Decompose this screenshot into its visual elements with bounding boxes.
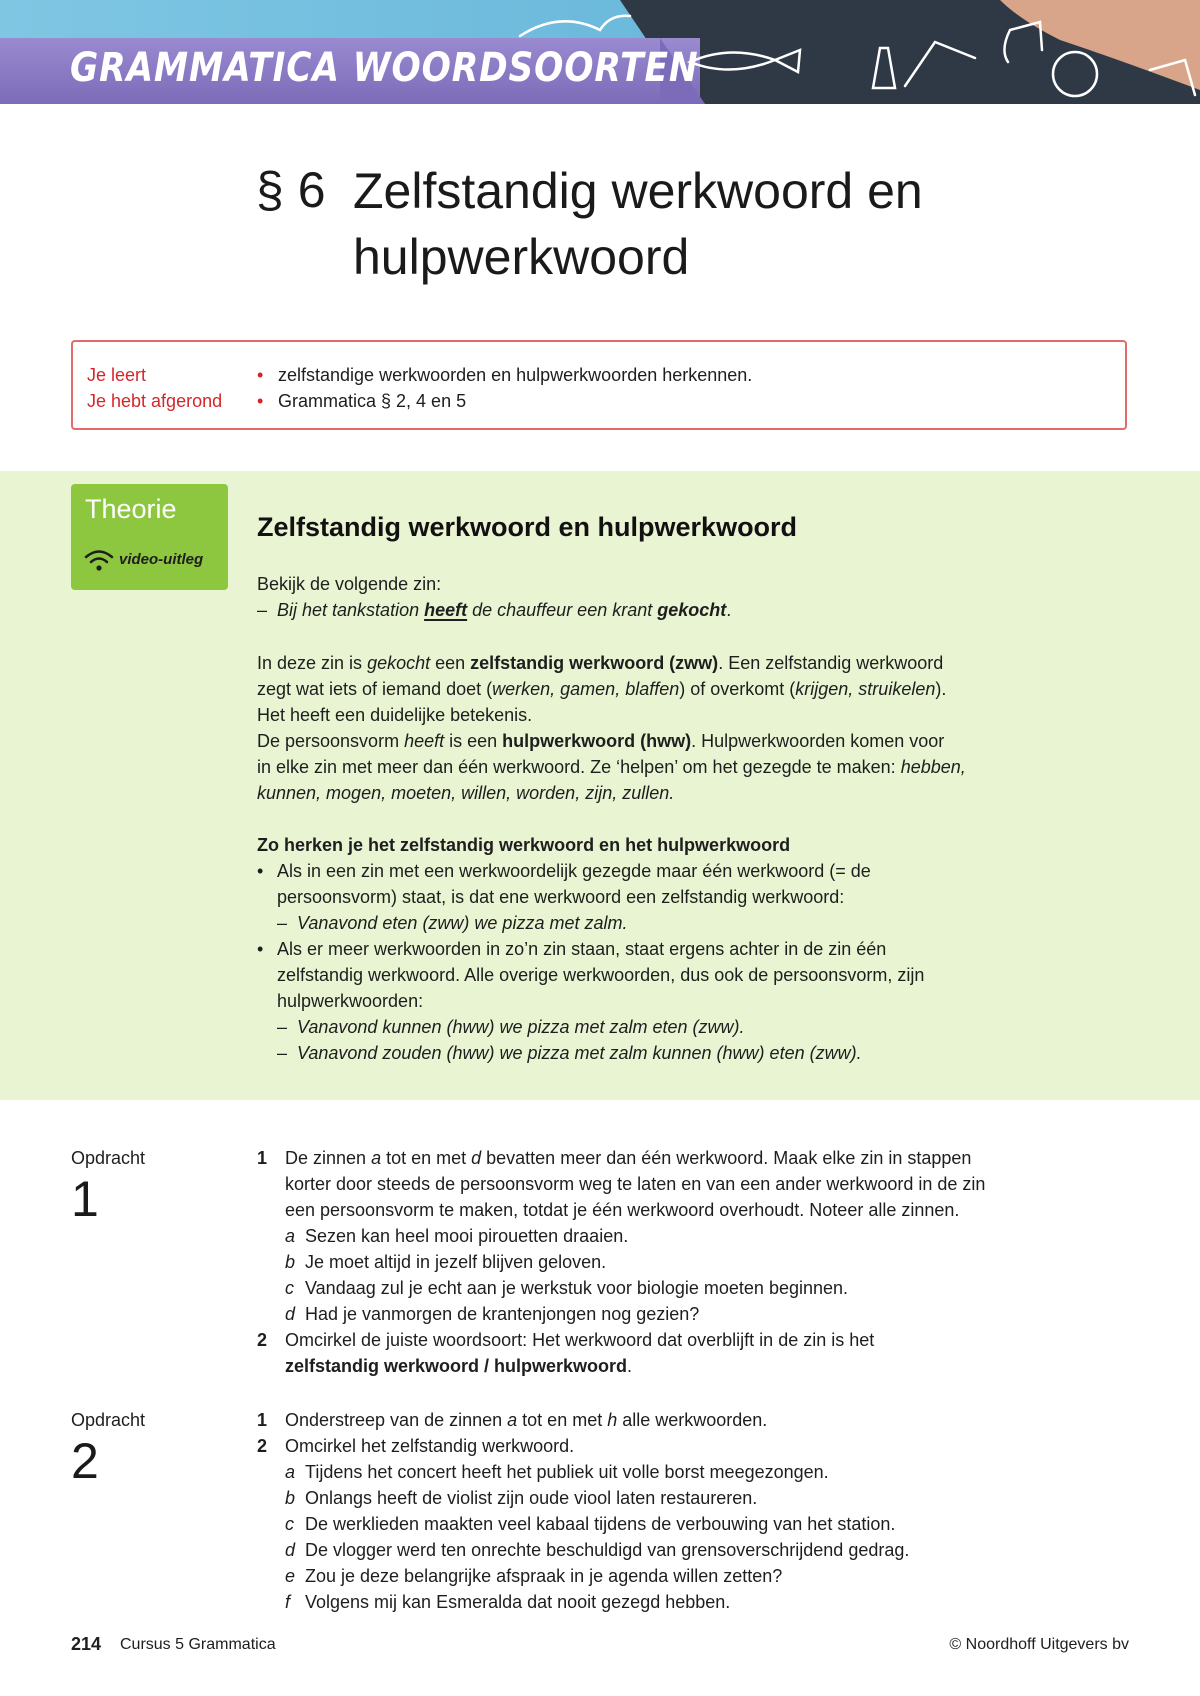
text-part: De zinnen bbox=[285, 1148, 372, 1168]
footer-copyright: © Noordhoff Uitgevers bv bbox=[949, 1636, 1129, 1653]
completed-label: Je hebt afgerond bbox=[87, 391, 223, 411]
intro-text: Bekijk de volgende zin: bbox=[257, 574, 442, 594]
item-text: De werklieden maakten veel kabaal tijdens de verbouwing van het station. bbox=[305, 1514, 896, 1534]
bullet: • bbox=[257, 391, 264, 411]
question-line: korter door steeds de persoonsvorm weg te laten en van een ander werkwoord in de zin bbox=[285, 1174, 986, 1194]
item-letter: f bbox=[285, 1592, 291, 1612]
question-line: een persoonsvorm te maken, totdat je één werkwoord overhoudt. Noteer alle zinnen. bbox=[285, 1200, 960, 1220]
text-part: Onderstreep van de zinnen bbox=[285, 1410, 508, 1430]
theory-tab bbox=[71, 484, 228, 590]
item-letter: b bbox=[285, 1252, 296, 1272]
text-part: hebben, bbox=[900, 757, 966, 777]
zelfstandig-werkwoord: gekocht bbox=[657, 600, 727, 620]
text-part: Bij het tankstation bbox=[277, 600, 425, 620]
paragraph-line: Het heeft een duidelijke betekenis. bbox=[257, 705, 533, 725]
recognize-heading: Zo herken je het zelfstandig werkwoord en het hulpwerkwoord bbox=[257, 835, 791, 855]
section-number: § 6 bbox=[256, 162, 326, 218]
banner-title: GRAMMATICA WOORDSOORTEN bbox=[70, 45, 699, 91]
question-line: Omcirkel het zelfstandig werkwoord. bbox=[285, 1436, 575, 1456]
text-part: een bbox=[430, 653, 471, 673]
hulpwerkwoord: heeft bbox=[424, 600, 468, 620]
learning-goals-box bbox=[71, 340, 1127, 430]
item-letter: a bbox=[285, 1226, 296, 1246]
text-part: alle werkwoorden. bbox=[617, 1410, 768, 1430]
item-text: Zou je deze belangrijke afspraak in je agenda willen zetten? bbox=[305, 1566, 783, 1586]
question-number: 2 bbox=[257, 1330, 268, 1350]
term: hulpwerkwoord (hww) bbox=[502, 731, 692, 751]
wifi-icon bbox=[84, 548, 114, 572]
item-text: Onlangs heeft de violist zijn oude viool laten restaureren. bbox=[305, 1488, 758, 1508]
text-part: Vanavond eten (zww) we pizza met zalm. bbox=[297, 913, 628, 933]
rule-line: hulpwerkwoorden: bbox=[277, 991, 424, 1011]
text-part: tot en met bbox=[517, 1410, 608, 1430]
paragraph-line bbox=[257, 650, 943, 676]
text-part: is een bbox=[444, 731, 503, 751]
item-letter: c bbox=[285, 1278, 294, 1298]
exercise-label: Opdracht bbox=[71, 1148, 146, 1168]
rule-line: persoonsvorm) staat, is dat ene werkwoord een zelfstandig werkwoord: bbox=[277, 887, 845, 907]
item-letter: a bbox=[285, 1462, 296, 1482]
item-text: De vlogger werd ten onrechte beschuldigd van grensoverschrijdend gedrag. bbox=[305, 1540, 910, 1560]
page-title: Zelfstandig werkwoord en hulpwerkwoord bbox=[353, 163, 923, 285]
paragraph-line bbox=[257, 676, 946, 702]
paragraph-line bbox=[257, 728, 944, 754]
exercise-number: 2 bbox=[71, 1433, 99, 1489]
text-part: kunnen, mogen, moeten, willen, worden, zijn, zullen. bbox=[257, 783, 675, 803]
text-part: ). bbox=[935, 679, 947, 699]
dash: – bbox=[277, 1017, 288, 1037]
theory-label: Theorie bbox=[85, 494, 177, 524]
question-line bbox=[285, 1353, 632, 1379]
text-part: a bbox=[371, 1148, 382, 1168]
text-part: werken, gamen, blaffen bbox=[492, 679, 680, 699]
dash: – bbox=[277, 1043, 288, 1063]
question-line bbox=[285, 1407, 767, 1433]
text-part: a bbox=[507, 1410, 518, 1430]
item-text: Tijdens het concert heeft het publiek uit volle borst meegezongen. bbox=[305, 1462, 829, 1482]
dash: – bbox=[257, 600, 268, 620]
text-part: . Hulpwerkwoorden komen voor bbox=[691, 731, 945, 751]
text-part: . bbox=[726, 600, 732, 620]
item-letter: c bbox=[285, 1514, 294, 1534]
footer-course: Cursus 5 Grammatica bbox=[120, 1636, 276, 1653]
item-text: Had je vanmorgen de krantenjongen nog gezien? bbox=[305, 1304, 700, 1324]
item-letter: d bbox=[285, 1304, 296, 1324]
example-sentence bbox=[277, 597, 731, 623]
completed-text: Grammatica § 2, 4 en 5 bbox=[278, 391, 467, 411]
bullet: • bbox=[257, 939, 264, 959]
rule-line: zelfstandig werkwoord. Alle overige werkwoorden, dus ook de persoonsvorm, zijn bbox=[277, 965, 925, 985]
item-letter: b bbox=[285, 1488, 296, 1508]
text-part: de chauffeur een krant bbox=[467, 600, 658, 620]
item-letter: d bbox=[285, 1540, 296, 1560]
paragraph-line bbox=[257, 754, 966, 780]
text-part: De persoonsvorm bbox=[257, 731, 405, 751]
item-text: Sezen kan heel mooi pirouetten draaien. bbox=[305, 1226, 629, 1246]
theory-heading: Zelfstandig werkwoord en hulpwerkwoord bbox=[257, 512, 798, 542]
text-part: d bbox=[471, 1148, 482, 1168]
rule-line: Als in een zin met een werkwoordelijk gezegde maar één werkwoord (= de bbox=[277, 861, 871, 881]
text-part: heeft bbox=[404, 731, 445, 751]
item-letter: e bbox=[285, 1566, 296, 1586]
item-text: Volgens mij kan Esmeralda dat nooit gezegd hebben. bbox=[305, 1592, 731, 1612]
item-text: Je moet altijd in jezelf blijven geloven. bbox=[305, 1252, 607, 1272]
rule-example bbox=[297, 1040, 862, 1066]
banner bbox=[0, 0, 1200, 104]
dash: – bbox=[277, 913, 288, 933]
paragraph-line bbox=[257, 780, 674, 806]
rule-line: Als er meer werkwoorden in zo’n zin staan, staat ergens achter in de zin één bbox=[277, 939, 887, 959]
text-part: krijgen, struikelen bbox=[795, 679, 936, 699]
rule-example bbox=[297, 1014, 745, 1040]
question-number: 1 bbox=[257, 1410, 268, 1430]
text-part: gekocht bbox=[367, 653, 431, 673]
question-line: Omcirkel de juiste woordsoort: Het werkwoord dat overblijft in de zin is het bbox=[285, 1330, 875, 1350]
learn-label: Je leert bbox=[87, 365, 147, 385]
exercise-number: 1 bbox=[71, 1171, 99, 1227]
text-part: zegt wat iets of iemand doet ( bbox=[257, 679, 493, 699]
text-part: . Een zelfstandig werkwoord bbox=[718, 653, 944, 673]
video-link[interactable]: video-uitleg bbox=[119, 551, 204, 568]
exercise-label: Opdracht bbox=[71, 1410, 146, 1430]
question-number: 1 bbox=[257, 1148, 268, 1168]
bullet: • bbox=[257, 365, 264, 385]
text-part: Vanavond zouden (hww) we pizza met zalm kunnen (hww) eten (zww). bbox=[297, 1043, 862, 1063]
text-part: in elke zin met meer dan één werkwoord. Ze ‘helpen’ om het gezegde te maken: bbox=[257, 757, 901, 777]
page-number: 214 bbox=[71, 1634, 102, 1654]
text-part: ) of overkomt ( bbox=[679, 679, 796, 699]
text-part: bevatten meer dan één werkwoord. Maak elke zin in stappen bbox=[481, 1148, 972, 1168]
term: zelfstandig werkwoord (zww) bbox=[470, 653, 719, 673]
text-part: . bbox=[627, 1356, 633, 1376]
text-part: tot en met bbox=[381, 1148, 472, 1168]
text-part: h bbox=[607, 1410, 618, 1430]
question-number: 2 bbox=[257, 1436, 268, 1456]
text-part: zelfstandig werkwoord / hulpwerkwoord bbox=[285, 1356, 628, 1376]
item-text: Vandaag zul je echt aan je werkstuk voor biologie moeten beginnen. bbox=[305, 1278, 849, 1298]
question-line bbox=[285, 1145, 971, 1171]
rule-example bbox=[297, 910, 627, 936]
text-part: In deze zin is bbox=[257, 653, 368, 673]
text-part: Vanavond kunnen (hww) we pizza met zalm eten (zww). bbox=[297, 1017, 745, 1037]
learn-text: zelfstandige werkwoorden en hulpwerkwoorden herkennen. bbox=[278, 365, 753, 385]
bullet: • bbox=[257, 861, 264, 881]
